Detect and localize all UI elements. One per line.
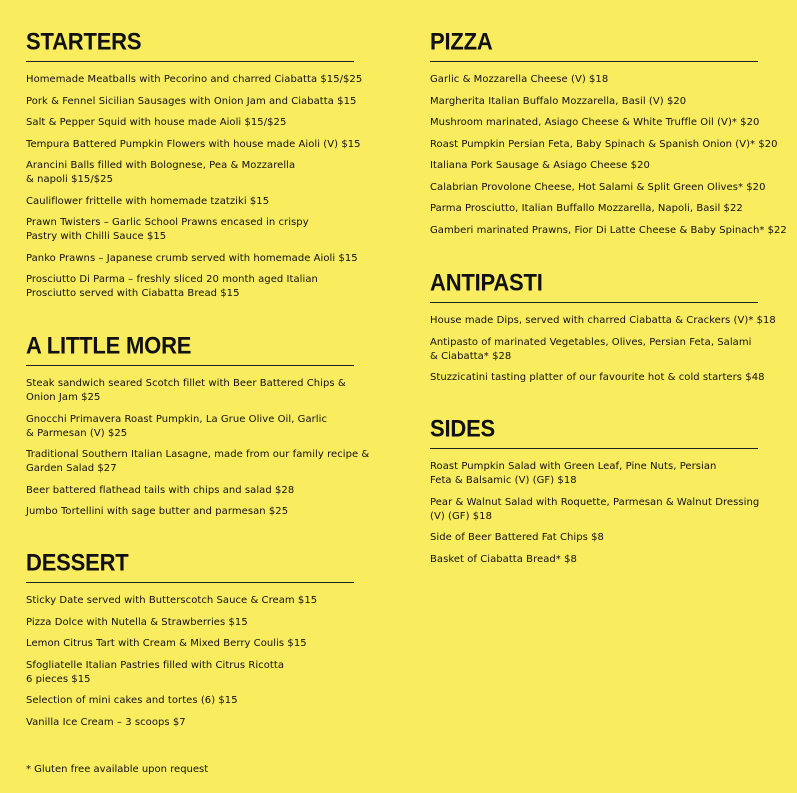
menu-item: Gnocchi Primavera Roast Pumpkin, La Grue Olive Oil, Garlic & Parmesan (V) $25 [26, 413, 328, 439]
section-dessert [26, 548, 371, 737]
menu-item: Side of Beer Battered Fat Chips $8 [430, 532, 604, 543]
menu-item: Steak sandwich seared Scotch fillet with Beer Battered Chips & Onion Jam $25 [26, 378, 346, 403]
menu-item: Roast Pumpkin Persian Feta, Baby Spinach & Spanish Onion (V)* $20 [430, 138, 778, 150]
menu-item: Selection of mini cakes and tortes (6) $15 [26, 695, 238, 706]
menu-item: Antipasto of marinated Vegetables, Olives, Persian Feta, Salami & Ciabatta* $28 [430, 336, 752, 362]
section-pizza [430, 27, 790, 245]
menu-item: Sfogliatelle Italian Pastries filled with Citrus Ricotta 6 pieces $15 [26, 659, 285, 685]
menu-item: Arancini Balls filled with Bolognese, Pea & Mozzarella & napoli $15/$25 [26, 160, 296, 185]
section-antipasti [430, 268, 790, 393]
menu-item: Tempura Battered Pumpkin Flowers with house made Aioli (V) $15 [26, 138, 361, 150]
section-title-starters: STARTERS [26, 27, 142, 55]
menu-item: Garlic & Mozzarella Cheese (V) $18 [430, 74, 609, 85]
menu-item: Jumbo Tortellini with sage butter and parmesan $25 [26, 506, 289, 517]
menu-item: Roast Pumpkin Salad with Green Leaf, Pine Nuts, Persian Feta & Balsamic (V) (GF) $18 [430, 461, 717, 486]
menu-item: Salt & Pepper Squid with house made Aioli $15/$25 [26, 117, 287, 128]
menu-item: Traditional Southern Italian Lasagne, made from our family recipe & Garden Salad $27 [26, 449, 370, 474]
section-title-pizza: PIZZA [430, 27, 493, 55]
menu-item: Cauliflower frittelle with homemade tzatziki $15 [26, 195, 270, 207]
menu-item: Mushroom marinated, Asiago Cheese & White Truffle Oil (V)* $20 [430, 117, 760, 128]
menu-item: Panko Prawns – Japanese crumb served with homemade Aioli $15 [26, 252, 358, 264]
section-divider [26, 582, 354, 583]
section-a-little-more [26, 331, 371, 527]
section-title-a-little-more: A LITTLE MORE [26, 331, 192, 359]
menu-item: Italiana Pork Sausage & Asiago Cheese $20 [430, 160, 650, 171]
menu-item: Vanilla Ice Cream – 3 scoops $7 [26, 716, 186, 728]
menu-item: Prosciutto Di Parma – freshly sliced 20 month aged Italian Prosciutto served with Ciabatta Bread $15 [26, 274, 318, 299]
menu-item: Prawn Twisters – Garlic School Prawns encased in crispy Pastry with Chilli Sauce $15 [26, 217, 309, 242]
menu-item: Sticky Date served with Butterscotch Sauce & Cream $15 [26, 595, 318, 606]
menu-item: Calabrian Provolone Cheese, Hot Salami & Split Green Olives* $20 [430, 181, 766, 193]
menu-item: Homemade Meatballs with Pecorino and charred Ciabatta $15/$25 [26, 74, 363, 85]
menu-item: Basket of Ciabatta Bread* $8 [430, 553, 577, 565]
menu-item: Beer battered flathead tails with chips and salad $28 [26, 484, 295, 496]
menu-item: Pear & Walnut Salad with Roquette, Parmesan & Walnut Dressing (V) (GF) $18 [430, 496, 760, 522]
menu-item: Pizza Dolce with Nutella & Strawberries $15 [26, 616, 248, 628]
section-title-antipasti: ANTIPASTI [430, 268, 543, 296]
menu-item: House made Dips, served with charred Ciabatta & Crackers (V)* $18 [430, 315, 776, 326]
section-divider [430, 61, 758, 62]
section-sides [430, 414, 790, 574]
menu-item: Pork & Fennel Sicilian Sausages with Onion Jam and Ciabatta $15 [26, 95, 357, 107]
section-divider [26, 61, 354, 62]
section-divider [430, 448, 758, 449]
menu-item: Margherita Italian Buffalo Mozzarella, Basil (V) $20 [430, 95, 687, 107]
section-title-sides: SIDES [430, 414, 496, 442]
section-title-dessert: DESSERT [26, 548, 129, 576]
section-divider [430, 302, 758, 303]
section-divider [26, 365, 354, 366]
menu-item: Lemon Citrus Tart with Cream & Mixed Berry Coulis $15 [26, 638, 307, 649]
menu-item: Gamberi marinated Prawns, Fior Di Latte Cheese & Baby Spinach* $22 [430, 224, 787, 236]
gluten-free-footnote: * Gluten free available upon request [26, 764, 209, 775]
menu-item: Parma Prosciutto, Italian Buffallo Mozzarella, Napoli, Basil $22 [430, 203, 743, 214]
section-starters [26, 27, 371, 309]
menu-item: Stuzzicatini tasting platter of our favourite hot & cold starters $48 [430, 372, 765, 383]
